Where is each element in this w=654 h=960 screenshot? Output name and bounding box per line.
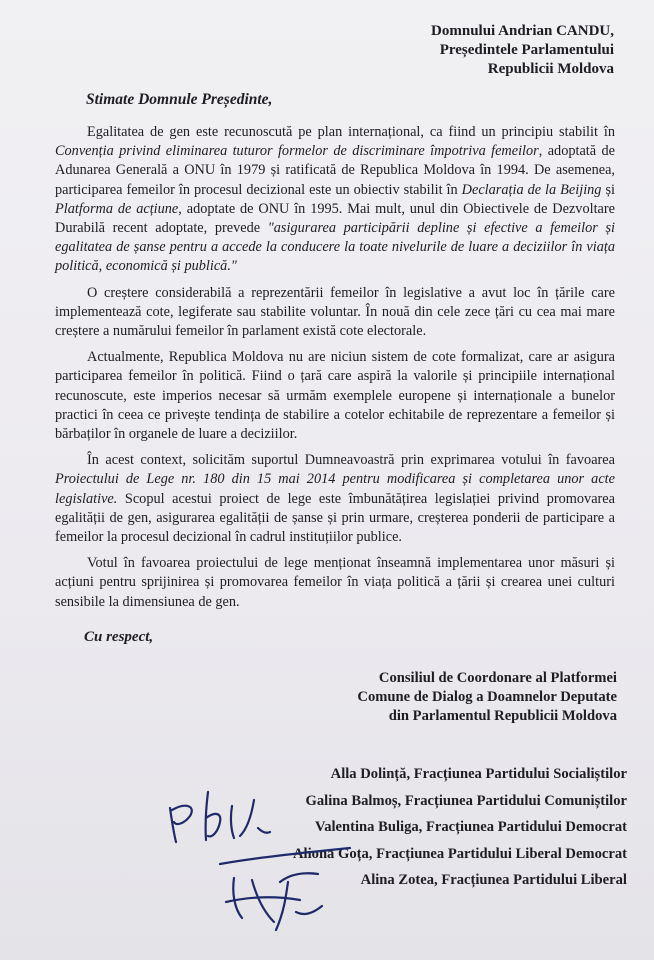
recipient-block [294, 22, 614, 79]
closing: Cu respect, [84, 629, 154, 645]
paragraph-5: Votul în favoarea proiectului de lege menționat înseamnă implementarea unor măsuri și acțiuni pentru sprijinirea și promovarea femeilor în viața politică a țării și crearea unei culturi sensibile la dimensiunea de gen. [55, 555, 615, 610]
council-block [297, 669, 617, 726]
emphasis-run: "asigurarea participării depline și efective a femeilor și egalitatea de șanse pentru a accede la conducere la toate nivelurile de luare a deciziilor în viața politică, economică și publică." [55, 220, 616, 275]
signatory-line: Galina Balmoș, Fracțiunea Partidului Comuniștilor [305, 792, 627, 809]
paragraph-3: Actualmente, Republica Moldova nu are niciun sistem de cote formalizat, care ar asigura participarea femeilor în politică. Fiind o țară care aspiră la valorile și principiile internațional recunoscute, este imperios necesar să urmăm exemplele europene și internaționale a bunelor practici în ceea ce privește tendința de stabilire a cotelor echitabile de reprezentare a femeilor și bărbaților în organele de luare a deciziilor. [55, 349, 615, 443]
paragraph-2: O creștere considerabilă a reprezentării femeilor în legislative a avut loc în țările care implementează cote, legiferate sau stabilite voluntar. În nouă din cele zece țări cu cea mai mare creștere a numărului femeilor în parlament există cote electorale. [55, 284, 615, 340]
signatory-line: Alina Zotea, Fracțiunea Partidului Liberal [360, 872, 627, 888]
signatory-line: Alla Dolință, Fracțiunea Partidului Socialiștilor [330, 766, 627, 782]
signatories-list [207, 761, 627, 894]
signatory-line: Aliona Goța, Fracțiunea Partidului Liberal Democrat [293, 845, 627, 862]
council-line: Comune de Dialog a Doamnelor Deputate [357, 689, 617, 705]
emphasis-run: Platforma de acțiune [55, 200, 179, 217]
letter-body [55, 123, 615, 619]
recipient-line: Președintele Parlamentului [439, 42, 614, 58]
council-line: din Parlamentul Republicii Moldova [388, 708, 617, 724]
text-run: În acest context, solicităm suportul Dumneavoastră prin exprimarea votului în favoarea [87, 452, 615, 469]
paragraph-1 [55, 123, 615, 277]
text-run: , adoptată de Adunarea Generală a ONU în 1979 și ratificată de Republica Moldova în 1994. De asemenea, participarea femeilor în procesul decizional este un obiectiv stabilit în [55, 143, 615, 198]
recipient-line: Domnului Andrian CANDU, [431, 23, 614, 39]
text-run: , adoptate de ONU în 1995. Mai mult, unul din Obiectivele de Dezvoltare Durabilă recent adoptate, prevede [55, 200, 616, 237]
text-run: și [601, 181, 615, 198]
emphasis-run: Proiectului de Lege nr. 180 din 15 mai 2014 pentru modificarea și completarea unor acte legislative. [55, 471, 615, 507]
signatory-line: Valentina Buliga, Fracțiunea Partidului Democrat [315, 819, 627, 835]
salutation: Stimate Domnule Președinte, [86, 91, 273, 108]
paragraph-4 [55, 451, 615, 547]
recipient-line: Republicii Moldova [487, 61, 614, 77]
council-line: Consiliul de Coordonare al Platformei [378, 670, 617, 686]
emphasis-run: Declarația de la Beijing [461, 181, 602, 198]
text-run: Egalitatea de gen este recunoscută pe plan internațional, ca fiind un principiu stabilit în [87, 124, 615, 140]
text-run: Scopul acestui proiect de lege este îmbunătățirea legislației privind promovarea egalității de gen, asigurarea egalității de șanse și prin urmare, creșterea ponderii de participare a femeilor la procesul decizional în cadrul instituțiilor publice. [55, 490, 615, 546]
emphasis-run: Convenția privind eliminarea tuturor formelor de discriminare împotriva femeilor [55, 143, 539, 160]
